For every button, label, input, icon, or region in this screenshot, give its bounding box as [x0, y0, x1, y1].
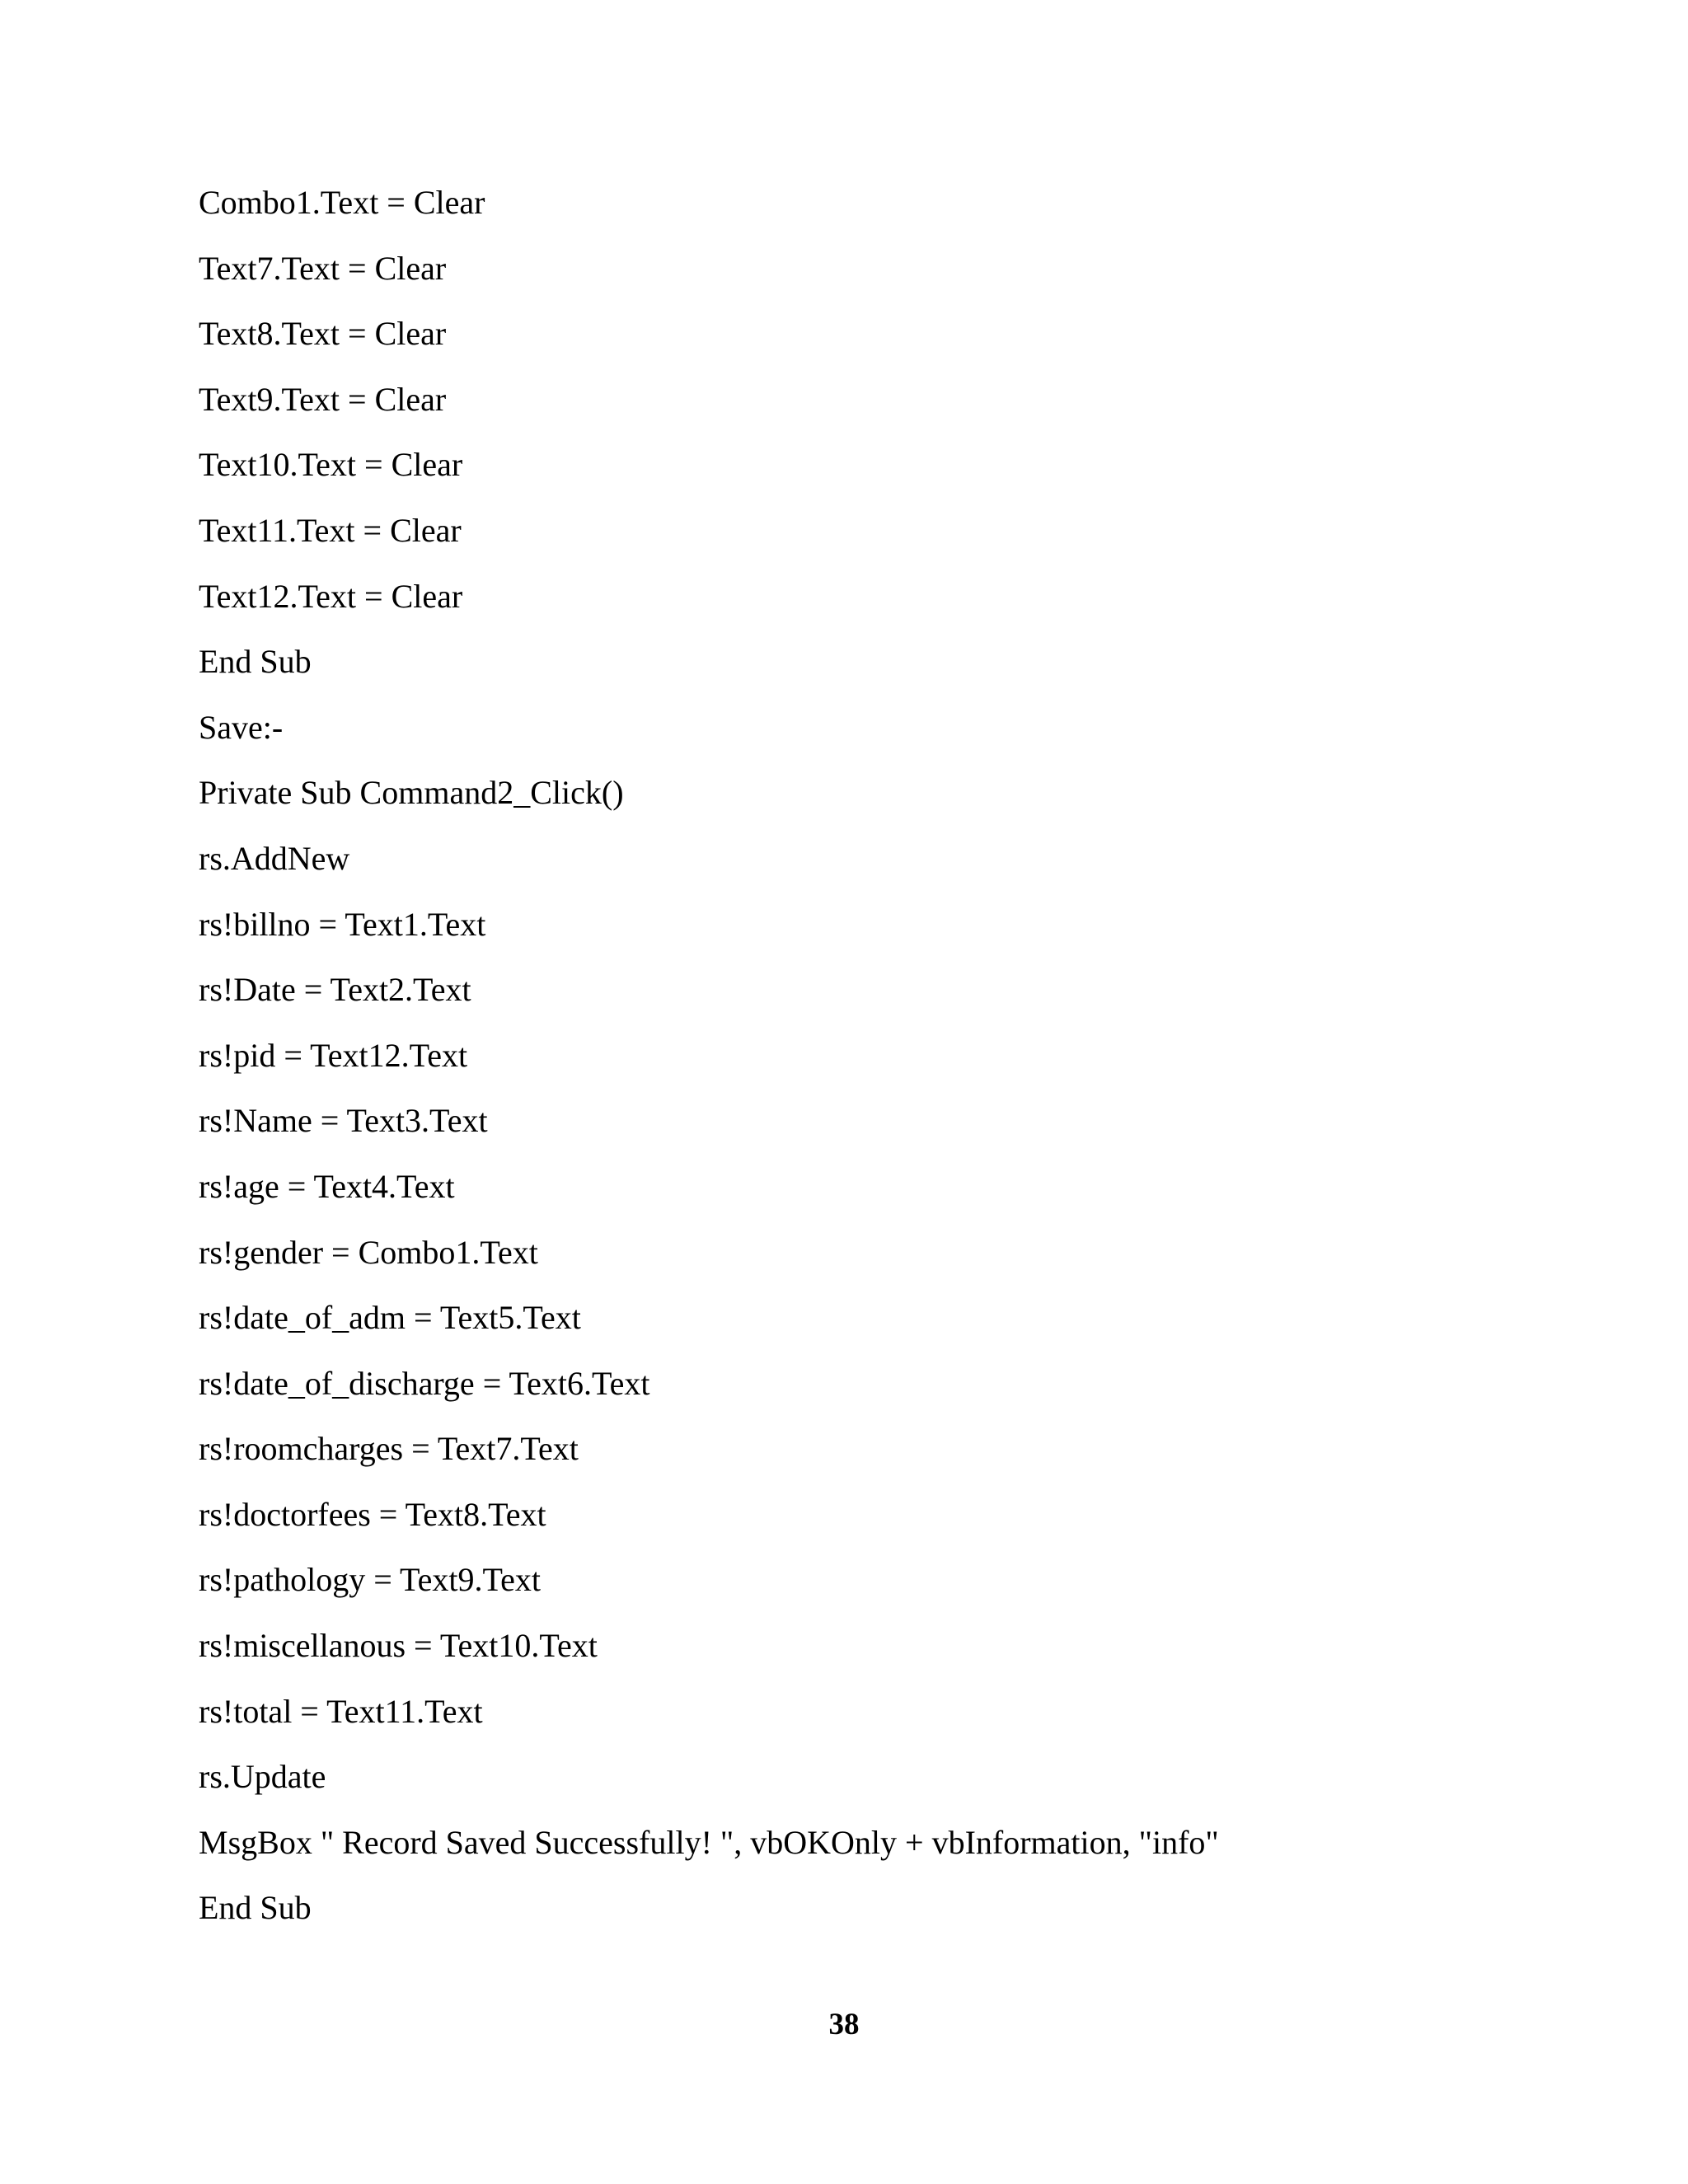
code-line: rs!Date = Text2.Text	[199, 971, 471, 1009]
code-line: Text8.Text = Clear	[199, 315, 447, 353]
code-line: End Sub	[199, 643, 312, 681]
code-line: Text7.Text = Clear	[199, 249, 447, 287]
code-line: rs!date_of_discharge = Text6.Text	[199, 1364, 650, 1402]
code-line: rs!pid = Text12.Text	[199, 1036, 468, 1074]
code-line: MsgBox " Record Saved Successfully! ", vbOKOnly + vbInformation, "info"	[199, 1823, 1219, 1861]
code-line: rs!date_of_adm = Text5.Text	[199, 1299, 581, 1337]
code-line: Combo1.Text = Clear	[199, 184, 485, 221]
page-number: 38	[828, 2008, 860, 2041]
code-line: Text9.Text = Clear	[199, 380, 447, 418]
code-line: rs!miscellanous = Text10.Text	[199, 1627, 598, 1665]
code-listing	[199, 186, 1600, 1957]
code-line: rs!doctorfees = Text8.Text	[199, 1495, 546, 1533]
code-line: rs!billno = Text1.Text	[199, 905, 486, 943]
code-line: rs.AddNew	[199, 839, 350, 877]
code-line: Text11.Text = Clear	[199, 511, 462, 549]
code-line: rs!total = Text11.Text	[199, 1692, 483, 1730]
code-line: End Sub	[199, 1889, 312, 1927]
section-label: Save:-	[199, 708, 284, 746]
code-line: rs!gender = Combo1.Text	[199, 1233, 538, 1271]
code-line: rs!roomcharges = Text7.Text	[199, 1430, 579, 1468]
code-line: rs!pathology = Text9.Text	[199, 1561, 542, 1599]
code-line: Private Sub Command2_Click()	[199, 774, 624, 812]
code-line: rs!age = Text4.Text	[199, 1167, 455, 1205]
code-line: rs!Name = Text3.Text	[199, 1102, 488, 1140]
code-line: Text12.Text = Clear	[199, 577, 463, 615]
code-line: rs.Update	[199, 1758, 326, 1796]
code-line: Text10.Text = Clear	[199, 446, 463, 484]
